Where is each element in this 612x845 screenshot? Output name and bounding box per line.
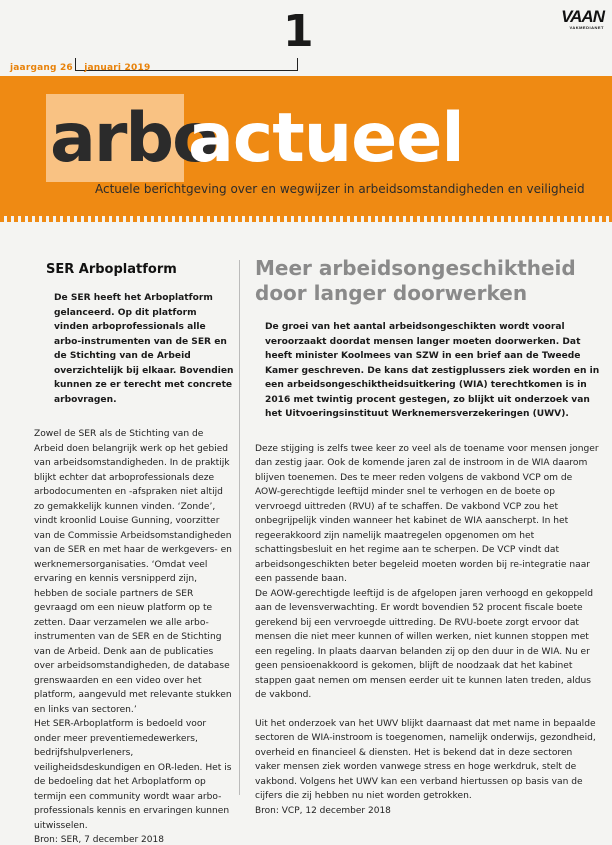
- right-article-heading: Meer arbeidsongeschiktheid door langer doorwerken: [255, 256, 576, 305]
- left-article-paragraph-2: Het SER-Arboplatform is bedoeld voor onder meer preventiemedewerkers, bedrijfshulpverleners, veiligheidsdeskundigen en OR-leden. Het is de bedoeling dat het Arboplatform op termijn een community wordt waar arbo-professionals kennis en ervaringen kunnen uitwisselen.: [34, 719, 232, 831]
- right-article-source: Bron: VCP, 12 december 2018: [255, 805, 391, 816]
- left-article-lead: De SER heeft het Arboplatform gelanceerd. Op dit platform vinden arboprofessionals alle arbo-instrumenten van de SER en de Stichting van de Arbeid overzichtelijk bij elkaar. Bovendien kunnen ze er terecht met concrete arbovragen.: [54, 293, 234, 405]
- right-article: [255, 256, 600, 816]
- left-article-heading: SER Arboplatform: [46, 262, 177, 277]
- issue-number: 1: [283, 6, 314, 57]
- logo-main-text: VAAN: [561, 7, 604, 26]
- masthead-title-actueel: actueel: [188, 99, 464, 178]
- masthead-title-arbo: arbo: [50, 99, 217, 178]
- publisher-logo: [548, 8, 604, 30]
- masthead-tagline: Actuele berichtgeving over en wegwijzer in arbeidsomstandigheden en veiligheid: [95, 182, 585, 196]
- dotted-divider: [0, 216, 612, 222]
- right-article-paragraph-2: De AOW-gerechtigde leeftijd is de afgelopen jaren verhoogd en gekoppeld aan de levensverwachting. Er wordt bovendien 52 procent fiscale boete gerekend bij een vervroegde uittreding. De RVU-boete zorgt ervoor dat mensen die niet meer kunnen of willen werken, niet kunnen stoppen met een regeling. In plaats daarvan belanden zij op den duur in de WIA. Nu er geen pensioenakkoord is gekomen, blijft de noodzaak dat het kabinet stappen gaat nemen om mensen eerder uit te kunnen laten treden, aldus de vakbond.: [255, 588, 594, 700]
- issue-meta: [10, 63, 158, 73]
- column-divider: [239, 260, 240, 795]
- logo-sub-text: VAKMEDIANET: [569, 25, 604, 30]
- right-article-lead: De groei van het aantal arbeidsongeschikten wordt vooral veroorzaakt doordat mensen langer moeten doorwerken. Dat heeft minister Koolmees van SZW in een brief aan de Tweede Kamer geschreven. De kans dat zestigplussers ziek worden en in een arbeidsongeschiktheidsuitkering (WIA) terechtkomen is in 2016 met twintig procent gestegen, zo blijkt uit onderzoek van het Uitvoeringsinstituut Werknemersverzekeringen (UWV).: [265, 322, 600, 419]
- right-article-paragraph-1: Deze stijging is zelfs twee keer zo veel als de toename voor mensen jonger dan zestig jaar. Ook de komende jaren zal de instroom in de WIA daarom blijven toenemen. Des te meer reden volgens de vakbond VCP om de AOW-gerechtigde leeftijd minder snel te verhogen en de boete op vervroegd uittreden (RVU) af te schaffen. De vakbond VCP zou het onbegrijpelijk vinden wanneer het kabinet de WIA aanscherpt. In het regeerakkoord zijn namelijk maatregelen opgenomen om het schattingsbesluit en het regime aan te scherpen. De VCP vindt dat arbeidsongeschikten beter begeleid moeten worden bij re-integratie naar een passende baan.: [255, 443, 599, 584]
- left-article-source: Bron: SER, 7 december 2018: [34, 835, 164, 845]
- right-article-paragraph-3: Uit het onderzoek van het UWV blijkt daarnaast dat met name in bepaalde sectoren de WIA-instroom is toegenomen, namelijk onderwijs, gezondheid, overheid en financieel & diensten. Het is bekend dat in deze sectoren vaker mensen ziek worden vanwege stress en hoge werkdruk, stelt de vakbond. Volgens het UWV kan een verband hiertussen op basis van de cijfers die zij hebben nu niet worden getrokken.: [255, 718, 596, 801]
- left-article-paragraph-1: Zowel de SER als de Stichting van de Arbeid doen belangrijk werk op het gebied van arbeidsomstandigheden. In de praktijk blijkt echter dat arboprofessionals deze arbodocumenten en -afspraken niet altijd zo gemakkelijk kunnen vinden. ‘Zonde’, vindt kroonlid Louise Gunning, voorzitter van de Commissie Arbeidsomstandigheden van de SER en met haar de werkgevers- en werknemersorganisaties. ‘Omdat veel ervaring en kennis versnipperd zijn, hebben de sociale partners de SER gevraagd om een nieuw platform op te zetten. Daar verzamelen we alle arbo-instrumenten van de SER en de Stichting van de Arbeid. Denk aan de publicaties over arbeidsomstandigheden, de database grenswaarden en een video over het platform, aangevuld met relevante stukken en links van sectoren.’: [34, 429, 232, 715]
- date-label: januari 2019: [84, 63, 151, 73]
- volume-label: jaargang 26: [10, 63, 73, 73]
- left-article: [34, 262, 234, 845]
